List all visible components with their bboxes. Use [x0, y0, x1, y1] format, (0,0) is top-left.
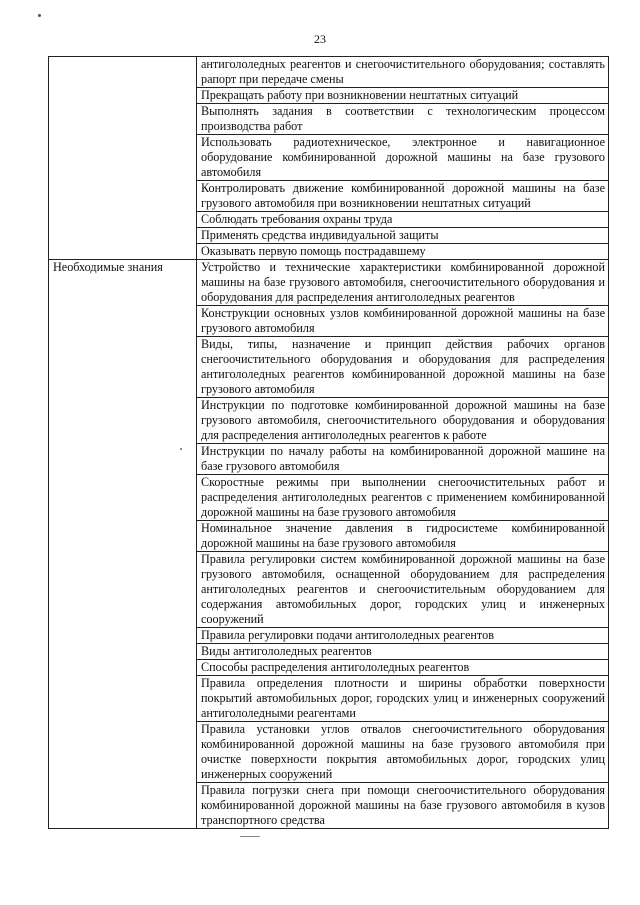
table-row	[49, 260, 609, 306]
table-cell-item: Правила установки углов отвалов снегоочистительного оборудования комбинированной дорожной машины на базе грузового автомобиля при очистке поверхности покрытия автомобильных дорог, городских улиц инженерных сооружений	[197, 722, 609, 783]
table-cell-item: Правила регулировки подачи антигололедных реагентов	[197, 628, 609, 644]
table-cell-item: Прекращать работу при возникновении нештатных ситуаций	[197, 88, 609, 104]
table-cell-item: Применять средства индивидуальной защиты	[197, 228, 609, 244]
table-cell-item: Номинальное значение давления в гидросистеме комбинированной дорожной машины на базе грузового автомобиля	[197, 521, 609, 552]
section-label-skills	[49, 57, 197, 260]
table-cell-item: Инструкции по началу работы на комбинированной дорожной машине на базе грузового автомобиля	[197, 444, 609, 475]
scan-speck	[240, 836, 260, 837]
table-cell-item: Скоростные режимы при выполнении снегоочистительных работ и распределения антигололедных реагентов с применением комбинированной дорожной машины на базе грузового автомобиля	[197, 475, 609, 521]
page-number: 23	[314, 32, 326, 46]
table-cell-item: Инструкции по подготовке комбинированной дорожной машины на базе грузового автомобиля, снегоочистительного оборудования и оборудования для распределения антигололедных реагентов к работе	[197, 398, 609, 444]
table-cell-item: Виды, типы, назначение и принцип действия рабочих органов снегоочистительного оборудования и оборудования для распределения антигололедных реагентов комбинированной дорожной машины на базе грузового автомобиля	[197, 337, 609, 398]
section-label-knowledge: Необходимые знания	[49, 260, 197, 829]
table-cell-item: Оказывать первую помощь пострадавшему	[197, 244, 609, 260]
table-cell-item: Устройство и технические характеристики комбинированной дорожной машины на базе грузового автомобиля, снегоочистительного оборудования и оборудования для распределения антигололедных реагентов	[197, 260, 609, 306]
table-cell-item: Выполнять задания в соответствии с технологическим процессом производства работ	[197, 104, 609, 135]
table-cell-item: Конструкции основных узлов комбинированной дорожной машины на базе грузового автомобиля	[197, 306, 609, 337]
table-cell-item: Правила регулировки систем комбинированной дорожной машины на базе грузового автомобиля, оснащенной оборудованием для распределения антигололедных реагентов и снегоочистительным оборудованием для содержания автомобильных дорог, городских улиц и инженерных сооружений	[197, 552, 609, 628]
table-row	[49, 57, 609, 88]
table-cell-item: Использовать радиотехническое, электронное и навигационное оборудование комбинированной дорожной машины на базе грузового автомобиля	[197, 135, 609, 181]
table-cell-item: Контролировать движение комбинированной дорожной машины на базе грузового автомобиля при возникновении нештатных ситуаций	[197, 181, 609, 212]
table-cell-item: Соблюдать требования охраны труда	[197, 212, 609, 228]
table-cell-item: Способы распределения антигололедных реагентов	[197, 660, 609, 676]
scan-speck	[38, 14, 41, 17]
table-cell-item: Правила погрузки снега при помощи снегоочистительного оборудования комбинированной дорожной машины на базе грузового автомобиля в кузов транспортного средства	[197, 783, 609, 829]
table-cell-item: Правила определения плотности и ширины обработки поверхности покрытий автомобильных дорог, городских улиц и инженерных сооружений антигололедными реагентами	[197, 676, 609, 722]
labor-functions-table	[48, 56, 609, 829]
table-cell-item: Виды антигололедных реагентов	[197, 644, 609, 660]
table-cell-item: антигололедных реагентов и снегоочистительного оборудования; составлять рапорт при передаче смены	[197, 57, 609, 88]
